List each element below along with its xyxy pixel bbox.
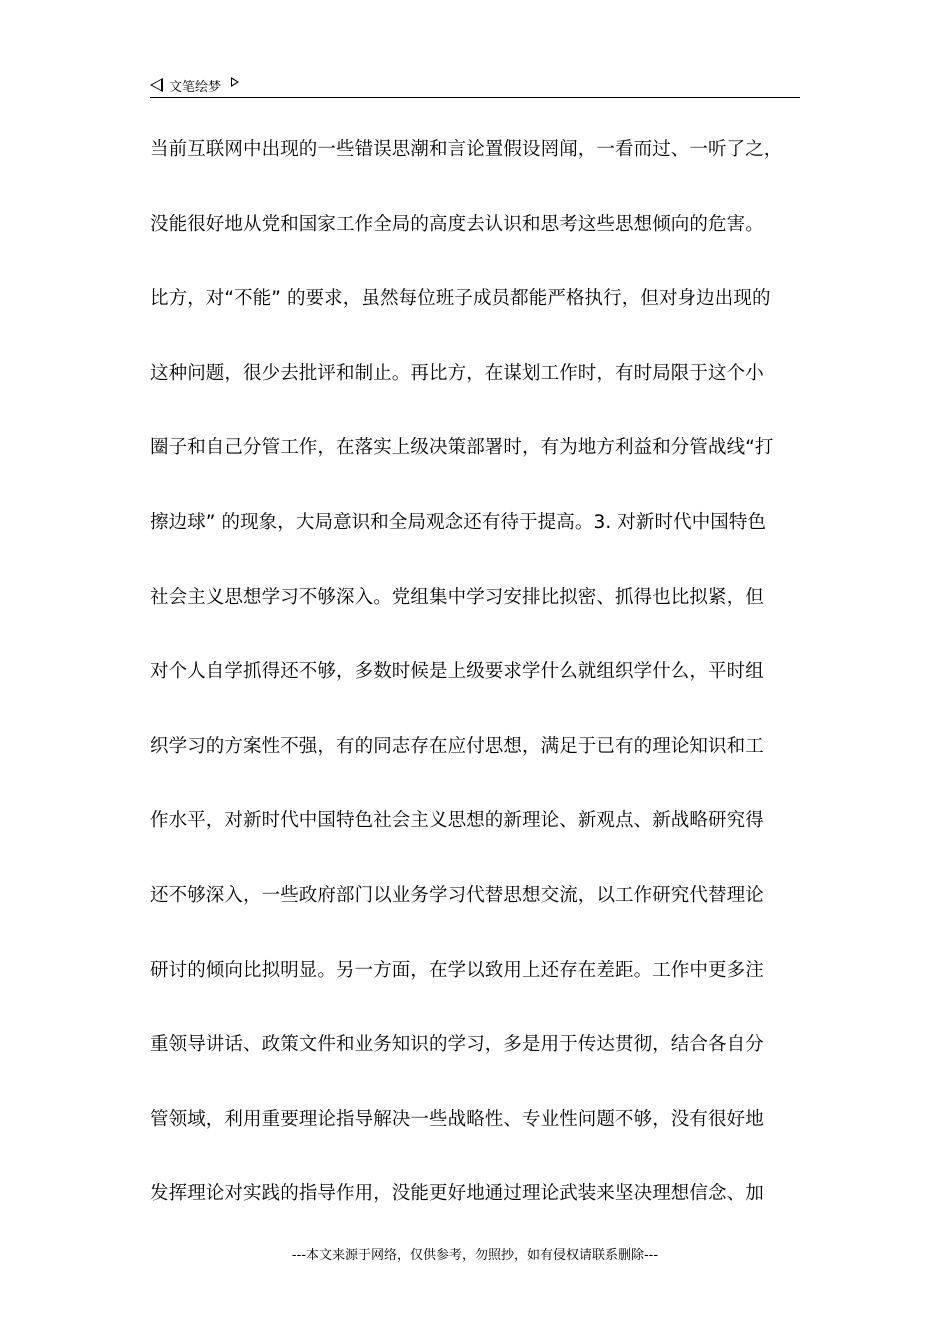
text-line: 对个人自学抓得还不够，多数时候是上级要求学什么就组织学什么，平时组 — [150, 661, 764, 683]
page-footer-disclaimer: ---本文来源于网络，仅供参考，勿照抄，如有侵权请联系删除--- — [291, 1248, 659, 1263]
text-line: 擦边球” 的现象，大局意识和全局观念还有待于提高。3. 对新时代中国特色 — [150, 511, 767, 533]
text-line: 圈子和自己分管工作，在落实上级决策部署时，有为地方利益和分管战线“打 — [150, 437, 774, 459]
document-body — [150, 127, 800, 1246]
triangle-left-icon — [150, 78, 163, 92]
text-line: 这种问题，很少去批评和制止。再比方，在谋划工作时，有时局限于这个小 — [150, 362, 764, 384]
text-line: 社会主义思想学习不够深入。党组集中学习安排比拟密、抓得也比拟紧，但 — [150, 586, 764, 608]
text-line: 还不够深入，一些政府部门以业务学习代替思想交流，以工作研究代替理论 — [150, 884, 764, 906]
text-line: 研讨的倾向比拟明显。另一方面，在学以致用上还存在差距。工作中更多注 — [150, 959, 764, 981]
text-line: 织学习的方案性不强，有的同志存在应付思想，满足于已有的理论知识和工 — [150, 735, 764, 757]
text-line: 重领导讲话、政策文件和业务知识的学习，多是用于传达贯彻，结合各自分 — [150, 1034, 764, 1056]
text-line: 没能很好地从党和国家工作全局的高度去认识和思考这些思想倾向的危害。 — [150, 213, 764, 235]
text-line: 发挥理论对实践的指导作用，没能更好地通过理论武装来坚决理想信念、加 — [150, 1183, 764, 1205]
text-line: 比方，对“不能” 的要求，虽然每位班子成员都能严格执行，但对身边出现的 — [150, 288, 771, 310]
triangle-right-icon — [231, 77, 239, 87]
text-line: 管领域，利用重要理论指导解决一些战略性、专业性问题不够，没有很好地 — [150, 1108, 764, 1130]
text-line: 当前互联网中出现的一些错误思潮和言论置假设罔闻，一看而过、一听了之， — [150, 139, 783, 160]
header-title: 文笔绘梦 — [169, 79, 222, 95]
text-line: 作水平，对新时代中国特色社会主义思想的新理论、新观点、新战略研究得 — [150, 810, 764, 832]
page-header — [150, 74, 800, 96]
header-divider — [150, 97, 800, 98]
